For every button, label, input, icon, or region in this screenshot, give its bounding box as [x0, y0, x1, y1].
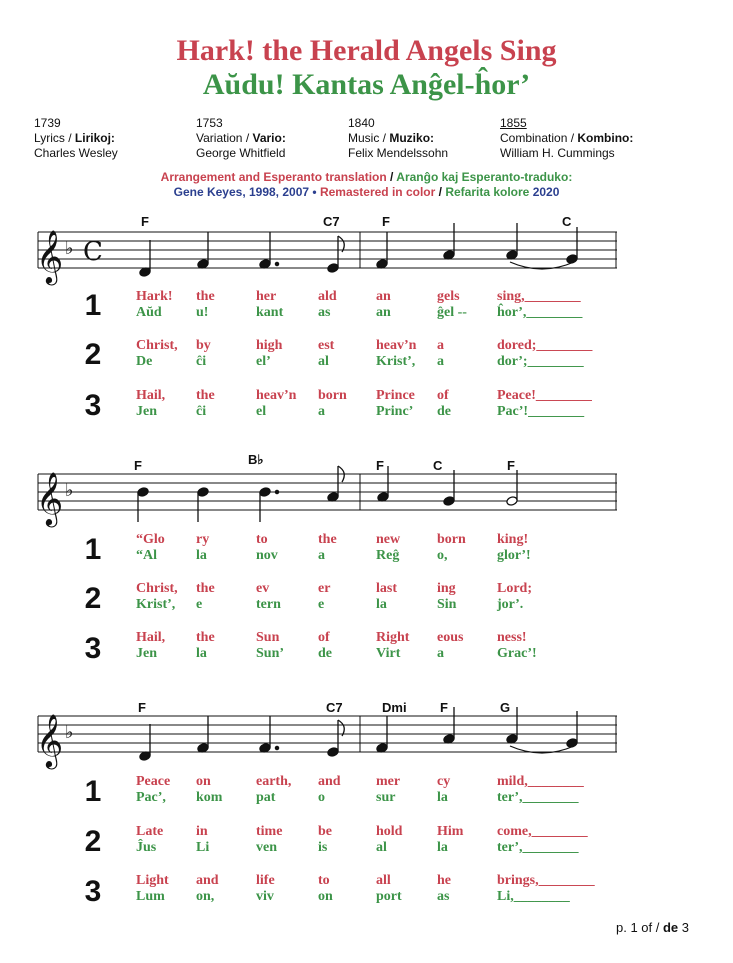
- lyric-syllable: Lum: [136, 889, 165, 904]
- lyric-syllable: all: [376, 873, 391, 888]
- lyric-syllable: la: [437, 840, 448, 855]
- page-number: [616, 920, 689, 935]
- lyric-syllable: kom: [196, 790, 223, 805]
- verse-number: 3: [84, 389, 102, 422]
- treble-clef-icon: 𝄞: [36, 229, 64, 283]
- verse-number: 3: [84, 632, 102, 665]
- lyric-syllable: the: [318, 532, 337, 547]
- arrangement-esperanto: Aranĝo kaj Esperanto-traduko:: [396, 170, 573, 184]
- lyric-syllable: a: [437, 338, 444, 353]
- lyric-syllable: e: [318, 597, 325, 612]
- lyric-syllable: heav’n: [256, 388, 297, 403]
- lyric-syllable: Right: [376, 630, 410, 645]
- lyric-syllable: ĝel --: [437, 305, 467, 320]
- arrangement-line-2: [0, 185, 733, 199]
- arranger-name: Gene Keyes, 1998, 2007: [173, 185, 310, 199]
- credit-role: Music: [348, 131, 380, 145]
- credit-role-eo: Kombino:: [577, 131, 634, 145]
- lyric-syllable: ter’,________: [497, 840, 579, 855]
- lyric-syllable: u!: [196, 305, 209, 320]
- lyric-syllable: born: [318, 388, 347, 403]
- lyric-syllable: mild,________: [497, 774, 584, 789]
- lyric-syllable: Sun: [256, 630, 280, 645]
- lyric-syllable: nov: [256, 548, 278, 563]
- lyric-syllable: Him: [437, 824, 464, 839]
- chord-symbol: F: [440, 700, 448, 715]
- lyric-syllable: new: [376, 532, 401, 547]
- lyric-syllable: by: [196, 338, 211, 353]
- common-time-icon: C: [83, 237, 103, 267]
- page-number-total: 3: [678, 920, 689, 935]
- lyric-syllable: Late: [136, 824, 164, 839]
- lyric-syllable: Li,________: [497, 889, 570, 904]
- arrangement-line-1: [0, 170, 733, 184]
- lyric-syllable: a: [437, 646, 444, 661]
- lyric-syllable: time: [256, 824, 283, 839]
- music-staff: [0, 462, 733, 532]
- lyric-syllable: Hail,: [136, 630, 166, 645]
- credit-name: William H. Cummings: [500, 146, 615, 160]
- credit-role-eo: Lirikoj:: [74, 131, 115, 145]
- lyric-syllable: Hark!: [136, 289, 173, 304]
- verse-number: 2: [84, 825, 102, 858]
- song-title-esperanto: Aŭdu! Kantas Anĝel-ĥor’: [202, 68, 531, 101]
- lyric-syllable: the: [196, 630, 215, 645]
- lyric-syllable: born: [437, 532, 466, 547]
- verse-number: 1: [84, 289, 102, 322]
- music-staff: [0, 704, 733, 774]
- lyric-syllable: Ĵus: [136, 840, 157, 855]
- lyric-syllable: high: [256, 338, 283, 353]
- lyric-syllable: viv: [256, 889, 274, 904]
- lyric-syllable: kant: [256, 305, 284, 320]
- lyric-syllable: glor’!: [497, 548, 531, 563]
- lyric-syllable: the: [196, 289, 215, 304]
- lyric-syllable: al: [318, 354, 329, 369]
- lyric-syllable: o,: [437, 548, 448, 563]
- lyric-syllable: and: [196, 873, 219, 888]
- lyric-syllable: Sin: [437, 597, 457, 612]
- credit-year: 1840: [348, 116, 375, 130]
- lyric-syllable: Grac’!: [497, 646, 537, 661]
- bullet: •: [309, 185, 317, 199]
- credit-year: 1855: [500, 116, 527, 130]
- lyric-syllable: ĉi: [196, 404, 207, 419]
- lyric-syllable: est: [318, 338, 335, 353]
- lyric-syllable: la: [196, 548, 207, 563]
- lyric-syllable: Li: [196, 840, 210, 855]
- lyric-syllable: hold: [376, 824, 403, 839]
- lyric-syllable: life: [256, 873, 275, 888]
- lyric-syllable: er: [318, 581, 331, 596]
- lyric-syllable: an: [376, 289, 391, 304]
- lyric-syllable: as: [437, 889, 450, 904]
- credit-role-eo: Vario:: [252, 131, 286, 145]
- lyric-syllable: gels: [437, 289, 460, 304]
- lyric-syllable: Peace!________: [497, 388, 592, 403]
- lyric-syllable: de: [437, 404, 451, 419]
- lyric-syllable: al: [376, 840, 387, 855]
- lyric-syllable: Krist’,: [376, 354, 416, 369]
- page-number-prefix: p. 1 of: [616, 920, 653, 935]
- lyric-syllable: of: [437, 388, 449, 403]
- lyric-syllable: mer: [376, 774, 401, 789]
- credit-name: Charles Wesley: [34, 146, 118, 160]
- flat-key-icon: ♭: [65, 722, 74, 743]
- lyric-syllable: to: [318, 873, 330, 888]
- music-staff: [0, 220, 733, 290]
- lyric-syllable: ĥor’,________: [497, 305, 583, 320]
- lyric-syllable: be: [318, 824, 332, 839]
- lyric-syllable: ter’,________: [497, 790, 579, 805]
- credit-role-eo: Muziko:: [389, 131, 435, 145]
- lyric-syllable: Light: [136, 873, 169, 888]
- lyric-syllable: a: [437, 354, 444, 369]
- credit-music: 1840 Music / Muziko: Felix Mendelssohn: [348, 116, 449, 160]
- verse-number: 2: [84, 582, 102, 615]
- lyric-syllable: on,: [196, 889, 215, 904]
- lyric-syllable: dored;________: [497, 338, 593, 353]
- verse-number: 2: [84, 338, 102, 371]
- lyric-syllable: ness!: [497, 630, 527, 645]
- lyric-syllable: earth,: [256, 774, 292, 789]
- lyric-syllable: on: [318, 889, 333, 904]
- lyric-syllable: pat: [256, 790, 276, 805]
- lyric-syllable: sing,________: [497, 289, 581, 304]
- lyric-syllable: Christ,: [136, 581, 178, 596]
- lyric-syllable: Peace: [136, 774, 171, 789]
- lyric-syllable: Lord;: [497, 581, 532, 596]
- treble-clef-icon: 𝄞: [36, 713, 64, 767]
- lyric-syllable: Reĝ: [376, 548, 400, 563]
- lyric-syllable: la: [437, 790, 448, 805]
- lyric-syllable: ven: [256, 840, 277, 855]
- lyric-syllable: “Al: [136, 548, 157, 563]
- lyric-syllable: a: [318, 548, 325, 563]
- lyric-syllable: Pac’!________: [497, 404, 585, 419]
- treble-clef-icon: 𝄞: [36, 471, 64, 525]
- lyric-syllable: Jen: [136, 404, 157, 419]
- chord-symbol: F: [138, 700, 146, 715]
- lyric-syllable: eous: [437, 630, 464, 645]
- lyric-syllable: in: [196, 824, 208, 839]
- lyric-syllable: Christ,: [136, 338, 178, 353]
- chord-symbol: C: [562, 214, 572, 229]
- lyric-syllable: cy: [437, 774, 451, 789]
- lyric-syllable: e: [196, 597, 203, 612]
- chord-symbol: F: [376, 458, 384, 473]
- lyric-syllable: the: [196, 388, 215, 403]
- verse-number: 3: [84, 875, 102, 908]
- credit-role: Combination: [500, 131, 568, 145]
- remastered-english: Remastered in color: [319, 185, 436, 199]
- arrangement-english: Arrangement and Esperanto translation: [160, 170, 387, 184]
- lyric-syllable: an: [376, 305, 391, 320]
- credit-name: George Whitfield: [196, 146, 286, 160]
- page-number-de: de: [662, 920, 679, 935]
- lyric-syllable: ev: [256, 581, 270, 596]
- lyric-syllable: a: [318, 404, 325, 419]
- lyric-syllable: sur: [376, 790, 396, 805]
- lyric-syllable: last: [376, 581, 397, 596]
- lyric-syllable: Pac’,: [136, 790, 166, 805]
- lyric-syllable: Sun’: [256, 646, 285, 661]
- lyric-syllable: la: [376, 597, 387, 612]
- lyric-syllable: to: [256, 532, 268, 547]
- credit-role: Variation: [196, 131, 243, 145]
- lyric-syllable: la: [196, 646, 207, 661]
- chord-symbol: F: [382, 214, 390, 229]
- flat-key-icon: ♭: [65, 238, 74, 259]
- chord-symbol: G: [500, 700, 511, 715]
- chord-symbol: C7: [326, 700, 343, 715]
- lyric-syllable: as: [318, 305, 331, 320]
- lyric-syllable: king!: [497, 532, 529, 547]
- lyric-syllable: De: [136, 354, 153, 369]
- flat-key-icon: ♭: [65, 480, 74, 501]
- credit-name: Felix Mendelssohn: [348, 146, 449, 160]
- remastered-esperanto: Refarita kolore: [445, 185, 530, 199]
- lyric-syllable: Aŭd: [136, 305, 162, 320]
- lyric-syllable: the: [196, 581, 215, 596]
- lyric-syllable: ing: [437, 581, 456, 596]
- remastered-year: 2020: [529, 185, 560, 199]
- lyric-syllable: jor’.: [497, 597, 524, 612]
- lyric-syllable: Virt: [376, 646, 401, 661]
- credit-combination: 1855 Combination / Kombino: William H. Cummings: [500, 116, 634, 160]
- verse-number: 1: [84, 533, 102, 566]
- lyric-syllable: port: [376, 889, 402, 904]
- lyric-syllable: ald: [318, 289, 337, 304]
- lyric-syllable: come,________: [497, 824, 588, 839]
- credit-role: Lyrics: [34, 131, 65, 145]
- lyric-syllable: is: [318, 840, 328, 855]
- lyric-syllable: and: [318, 774, 341, 789]
- lyric-syllable: o: [318, 790, 325, 805]
- lyric-syllable: dor’;________: [497, 354, 584, 369]
- lyric-syllable: Krist’,: [136, 597, 176, 612]
- lyric-syllable: de: [318, 646, 332, 661]
- chord-symbol: B♭: [248, 452, 264, 467]
- lyric-syllable: el’: [256, 354, 271, 369]
- chord-symbol: F: [141, 214, 149, 229]
- lyric-syllable: “Glo: [136, 532, 165, 547]
- lyric-syllable: tern: [256, 597, 281, 612]
- lyric-syllable: her: [256, 289, 277, 304]
- lyric-syllable: ĉi: [196, 354, 207, 369]
- separator: /: [652, 920, 663, 935]
- verse-number: 1: [84, 775, 102, 808]
- lyric-syllable: heav’n: [376, 338, 417, 353]
- lyric-syllable: Hail,: [136, 388, 166, 403]
- chord-symbol: C: [433, 458, 443, 473]
- lyric-syllable: of: [318, 630, 330, 645]
- credit-year: 1739: [34, 116, 61, 130]
- chord-symbol: F: [134, 458, 142, 473]
- lyric-syllable: Jen: [136, 646, 157, 661]
- lyric-syllable: brings,________: [497, 873, 595, 888]
- credit-year: 1753: [196, 116, 223, 130]
- separator: /: [435, 185, 446, 199]
- lyric-syllable: ry: [196, 532, 210, 547]
- lyric-syllable: Princ’: [376, 404, 414, 419]
- chord-symbol: Dmi: [382, 700, 407, 715]
- credit-variation: 1753 Variation / Vario: George Whitfield: [196, 116, 286, 160]
- lyric-syllable: on: [196, 774, 211, 789]
- credit-lyrics: 1739 Lyrics / Lirikoj: Charles Wesley: [34, 116, 118, 160]
- lyric-syllable: he: [437, 873, 451, 888]
- song-title-english: Hark! the Herald Angels Sing: [176, 34, 557, 67]
- lyric-syllable: el: [256, 404, 267, 419]
- lyric-syllable: Prince: [376, 388, 415, 403]
- chord-symbol: C7: [323, 214, 340, 229]
- chord-symbol: F: [507, 458, 515, 473]
- separator: /: [386, 170, 397, 184]
